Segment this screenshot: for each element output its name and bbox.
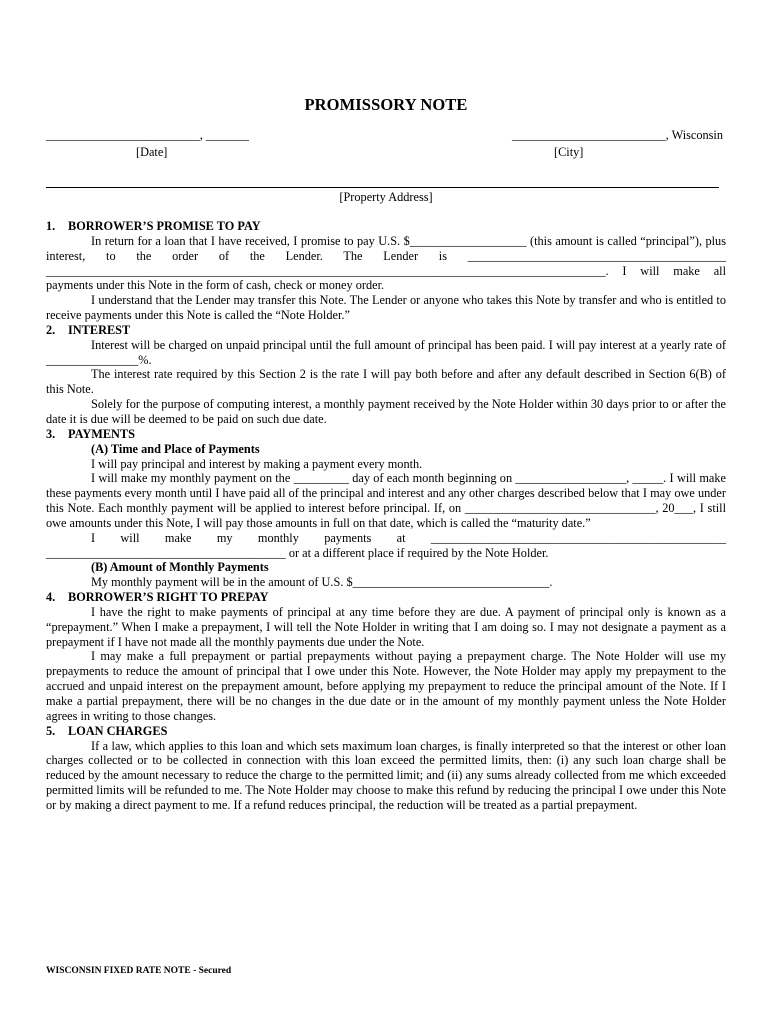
section-2-paragraph-3: Solely for the purpose of computing interest, a monthly payment received by the Note Holder within 30 days prior to or after the date it is due will be deemed to be paid on such due date. [46,397,726,426]
section-4-paragraph-2: I may make a full prepayment or partial prepayments without paying a prepayment charge. The Note Holder will use my prepayments to reduce the amount of principal that I owe under this Note. However, the Note Holder may apply my prepayment to the accrued and unpaid interest on the prepayment amount, before applying my prepayment to reduce the principal amount of the Note. If I make a partial prepayment, there will be no changes in the due date or in the amount of my monthly payment unless the Note Holder agrees in writing to those changes. [46,649,726,723]
date-caption: [Date] [136,145,168,159]
section-3b-subheading: (B) Amount of Monthly Payments [91,560,269,575]
section-1-heading: 1. BORROWER’S PROMISE TO PAY [46,219,261,233]
section-3a-paragraph-2: I will make my monthly payment on the _________ day of each month beginning on __________________, _____. I will make these payments every month until I have paid all of the principal and interest and any other charges described below that I may owe under this Note. Each monthly payment will be applied to interest before principal. If, on _______________________________, 20___, I still owe amounts under this Note, I will pay those amounts in full on that date, which is called the “maturity date.” [46,471,726,530]
section-5-heading: 5. LOAN CHARGES [46,723,168,738]
section-5-paragraph-1: If a law, which applies to this loan and which sets maximum loan charges, is finally interpreted so that the interest or other loan charges collected or to be collected in connection with this loan exceed the permitted limits, then: (i) any such loan charge shall be reduced by the amount necessary to reduce the charge to the permitted limit; and (ii) any sums already collected from me which exceeded permitted limits will be refunded to me. The Note Holder may choose to make this refund by reducing the principal I owe under this Note or by making a direct payment to me. If a refund reduces principal, the reduction will be treated as a partial prepayment. [46,738,726,812]
section-4-paragraph-1: I have the right to make payments of principal at any time before they are due. A payment of principal only is known as a “prepayment.” When I make a prepayment, I will tell the Note Holder in writing that I am doing so. I may not designate a payment as a prepayment if I have not made all the monthly payments due under the Note. [46,604,726,649]
city-caption: [City] [554,145,584,159]
property-address-field[interactable] [46,187,719,188]
property-address-caption: [Property Address] [339,190,433,204]
document-body [46,219,726,813]
document-footer: WISCONSIN FIXED RATE NOTE - Secured [46,966,232,976]
city-field[interactable]: _________________________, Wisconsin [511,128,723,142]
section-3a-paragraph-1: I will pay principal and interest by making a payment every month. [91,456,423,471]
date-field[interactable]: _________________________, _______ [46,128,249,142]
section-3-heading: 3. PAYMENTS [46,426,135,441]
section-3a-paragraph-3: I will make my monthly payments at ________________________________________________ _______________________________________ or at a different place if required by the Note Holder. [46,530,726,560]
section-2-paragraph-1: Interest will be charged on unpaid principal until the full amount of principal has been paid. I will pay interest at a yearly rate of _______________%. [46,337,726,367]
section-1-paragraph-1: In return for a loan that I have received, I promise to pay U.S. $___________________ (this amount is called “principal”), plus interest, to the order of the Lender. The Lender is __________________________________________ ___________________________________________________________________________________________. I will make all payments under this Note in the form of cash, check or money order. [46,233,726,293]
section-3b-paragraph-1: My monthly payment will be in the amount of U.S. $________________________________. [91,575,553,590]
section-3a-subheading: (A) Time and Place of Payments [91,441,260,456]
section-4-heading: 4. BORROWER’S RIGHT TO PREPAY [46,590,269,605]
section-2-heading: 2. INTEREST [46,322,131,337]
section-2-paragraph-2: The interest rate required by this Section 2 is the rate I will pay both before and after any default described in Section 6(B) of this Note. [46,367,726,397]
document-title: PROMISSORY NOTE [304,95,468,114]
section-1-paragraph-2: I understand that the Lender may transfer this Note. The Lender or anyone who takes this Note by transfer and who is entitled to receive payments under this Note is called the “Note Holder.” [46,293,726,323]
